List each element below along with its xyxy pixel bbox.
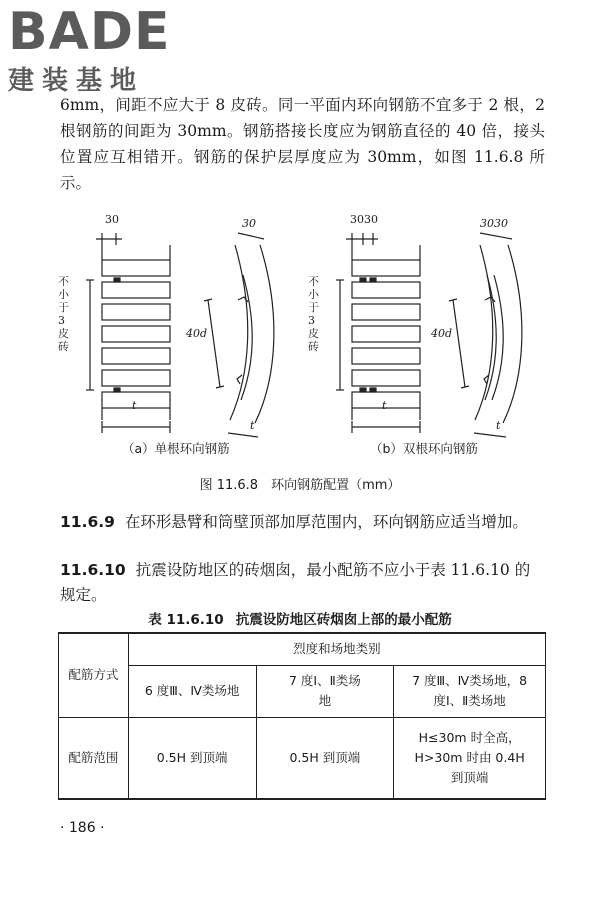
clause-text: 抗震设防地区的砖烟囱，最小配筋不应小于表 11.6.10 的规定。 xyxy=(60,561,531,604)
label-40d-b: 40d xyxy=(431,327,453,340)
figure-11-6-8 xyxy=(60,205,550,465)
diagram-a-brick-column xyxy=(86,233,170,433)
row-label-range: 配筋范围 xyxy=(59,717,129,799)
caption-a: （a）单根环向钢筋 xyxy=(122,441,230,456)
brand-logo xyxy=(8,2,178,96)
clause-number: 11.6.10 xyxy=(60,561,126,579)
label-min-bricks-a: 不小于3皮砖 xyxy=(58,275,69,353)
row-header-method: 配筋方式 xyxy=(59,633,129,717)
diagram-b-curved-wall xyxy=(449,233,522,437)
cell-range-3: H≤30m 时全高，H>30m 时由 0.4H 到顶端 xyxy=(394,717,546,799)
clause-text: 在环形悬臂和筒壁顶部加厚范围内，环向钢筋应适当增加。 xyxy=(124,513,528,531)
cell-range-2: 0.5H 到顶端 xyxy=(256,717,394,799)
logo-wordmark: BADE xyxy=(8,2,171,62)
cell-range-1: 0.5H 到顶端 xyxy=(128,717,256,799)
logo-subtitle: 建装基地 xyxy=(8,66,145,96)
page-number: · 186 · xyxy=(60,820,105,836)
intro-paragraph: 6mm，间距不应大于 8 皮砖。同一平面内环向钢筋不宜多于 2 根，2 根钢筋的间距为 30mm。钢筋搭接长度应为钢筋直径的 40 倍，接头位置应互相错开。钢筋的保护层厚度应为 30mm，如图 11.6.8 所示。 xyxy=(60,96,545,192)
clause-11-6-10 xyxy=(60,558,545,608)
dim-30-a: 30 xyxy=(105,213,119,226)
group-header: 烈度和场地类别 xyxy=(128,633,545,665)
min-reinforcement-table xyxy=(58,632,546,800)
col-header-3: 7 度Ⅲ、Ⅳ类场地，8 度Ⅰ、Ⅱ类场地 xyxy=(394,665,546,717)
reinforcement-diagram xyxy=(60,205,550,465)
label-min-bricks-b: 不小于3皮砖 xyxy=(308,275,319,353)
label-t-a-curve: t xyxy=(250,419,255,432)
clause-number: 11.6.9 xyxy=(60,513,115,531)
col-header-2: 7 度Ⅰ、Ⅱ类场地 xyxy=(256,665,394,717)
table-title xyxy=(0,608,600,628)
diagram-a-curved-wall xyxy=(204,233,274,437)
table-title-text: 抗震设防地区砖烟囱上部的最小配筋 xyxy=(235,612,452,628)
label-t-b-curve: t xyxy=(496,419,501,432)
caption-b: （b）双根环向钢筋 xyxy=(370,441,478,456)
label-t-b: t xyxy=(382,399,387,412)
dim-3030-b: 3030 xyxy=(350,213,378,226)
figure-title: 图 11.6.8 环向钢筋配置（mm） xyxy=(199,478,401,493)
col-header-1: 6 度Ⅲ、Ⅳ类场地 xyxy=(128,665,256,717)
table-number: 表 11.6.10 xyxy=(148,612,224,628)
label-40d-a: 40d xyxy=(186,327,208,340)
label-t-a: t xyxy=(132,399,137,412)
dim-30-a-curve: 30 xyxy=(242,217,256,230)
clause-11-6-9 xyxy=(60,510,545,535)
dim-3030-b-curve: 3030 xyxy=(480,217,508,230)
diagram-b-brick-column xyxy=(336,233,420,433)
